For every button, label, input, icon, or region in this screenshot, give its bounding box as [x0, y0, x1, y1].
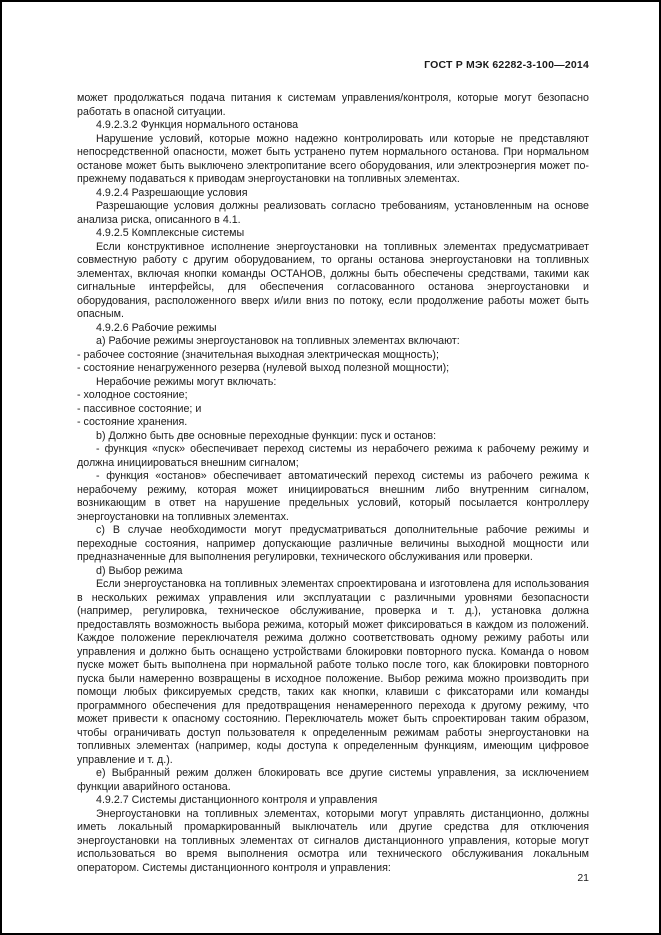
paragraph: - рабочее состояние (значительная выходная электрическая мощность); — [77, 348, 439, 361]
paragraph: может продолжаться подача питания к системам управления/контроля, которые могут безопасно работать в опасной ситуации. — [77, 92, 589, 118]
paragraph: 4.9.2.5 Комплексные системы — [96, 227, 245, 239]
paragraph: Если энергоустановка на топливных элементах спроектирована и изготовлена для использования в нескольких режимах управления или эксплуатации с различными уровнями безопасности (например, регулировка, техническое обслуживание, проверка и т. д.), установка должна предоставлять возможность выбора режима, который может фиксироваться в каждом из положений. Каждое положение переключателя режима должно соответствовать одному режиму работы или управления и должно быть оснащено устройствами блокировки повторного пуска. Команда о новом пуске может быть выполнена при нормальной работе только после того, как блокировки повторного пуска были намеренно возвращены в исходное положение. Выбор режима можно производить при помощи любых фиксируемых средств, таких как кнопки, клавиши с фиксаторами или команды программного обеспечения для предотвращения ненамеренного перехода к другому режиму, что может привести к опасному состоянию. Переключатель может быть спроектирован таким образом, чтобы ограничивать доступ пользователя к определенным режимам работы энергоустановки на топливных элементах (например, коды доступа к определенным функциям, имеющим цифровое управление и т. д.). — [77, 578, 589, 766]
paragraph: - функция «пуск» обеспечивает переход системы из нерабочего режима к рабочему режиму и должна инициироваться внешним сигналом; — [77, 443, 589, 469]
paragraph: Нарушение условий, которые можно надежно контролировать или которые не представляют непосредственной опасности, может быть устранено путем нормального останова. При нормальном останове может быть выключено электропитание всего оборудования, или электроэнергия может по-прежнему подаваться к приводам энергоустановки на топливных элементах. — [77, 132, 589, 185]
paragraph: Если конструктивное исполнение энергоустановки на топливных элементах предусматривает совместную работу с другим оборудованием, то органы останова энергоустановки на топливных элементах, включая кнопки команды ОСТАНОВ, должны быть обеспечены средствами, такими как сигнальные интерфейсы, для обеспечения согласованного останова энергоустановки и оборудования, расположенного вверх и/или вниз по потоку, если продолжение работы может быть опасным. — [77, 240, 589, 320]
paragraph: - состояние ненагруженного резерва (нулевой выход полезной мощности); — [77, 362, 450, 374]
paragraph: a) Рабочие режимы энергоустановок на топливных элементах включают: — [96, 335, 460, 347]
running-header: ГОСТ Р МЭК 62282-3-100—2014 — [424, 59, 589, 71]
paragraph: Разрешающие условия должны реализовать согласно требованиям, установленным на основе анализа риска, описанного в 4.1. — [77, 200, 589, 226]
page-footer — [577, 872, 589, 884]
paragraph: Энергоустановки на топливных элементах, которыми могут управлять дистанционно, должны иметь локальный промаркированный выключатель или другие средства для отключения энергоустановки на топливных элементах от сигналов дистанционного управления, которые могут использоваться во время выполнения осмотра или технического обслуживания локальным оператором. Системы дистанционного контроля и управления: — [77, 807, 589, 874]
document-body — [77, 92, 589, 875]
paragraph: - состояние хранения. — [77, 416, 188, 428]
paragraph: 4.9.2.3.2 Функция нормального останова — [96, 119, 299, 131]
paragraph: - пассивное состояние; и — [77, 402, 202, 415]
paragraph: c) В случае необходимости могут предусматриваться дополнительные рабочие режимы и переходные состояния, например допускающие различные величины выходной мощности или предназначенные для выполнения регулировки, технического обслуживания или проверки. — [77, 524, 589, 563]
paragraph: Нерабочие режимы могут включать: — [96, 375, 277, 388]
paragraph: 4.9.2.6 Рабочие режимы — [96, 321, 217, 334]
paragraph: d) Выбор режима — [96, 564, 183, 577]
paragraph: b) Должно быть две основные переходные функции: пуск и останов: — [96, 429, 437, 442]
paragraph: 4.9.2.4 Разрешающие условия — [96, 186, 248, 199]
paragraph: e) Выбранный режим должен блокировать все другие системы управления, за исключением функции аварийного останова. — [77, 767, 589, 793]
page-number: 21 — [577, 872, 589, 884]
paragraph: - функция «останов» обеспечивает автоматический переход системы из рабочего режима к нерабочему режиму, которая может инициироваться внешним либо внутренним сигналом, возникающим в ответ на нарушение предельных условий, который посылается контроллеру энергоустановки на топливных элементах. — [77, 470, 589, 523]
paragraph: 4.9.2.7 Системы дистанционного контроля и управления — [96, 794, 378, 806]
paragraph: - холодное состояние; — [77, 389, 188, 401]
